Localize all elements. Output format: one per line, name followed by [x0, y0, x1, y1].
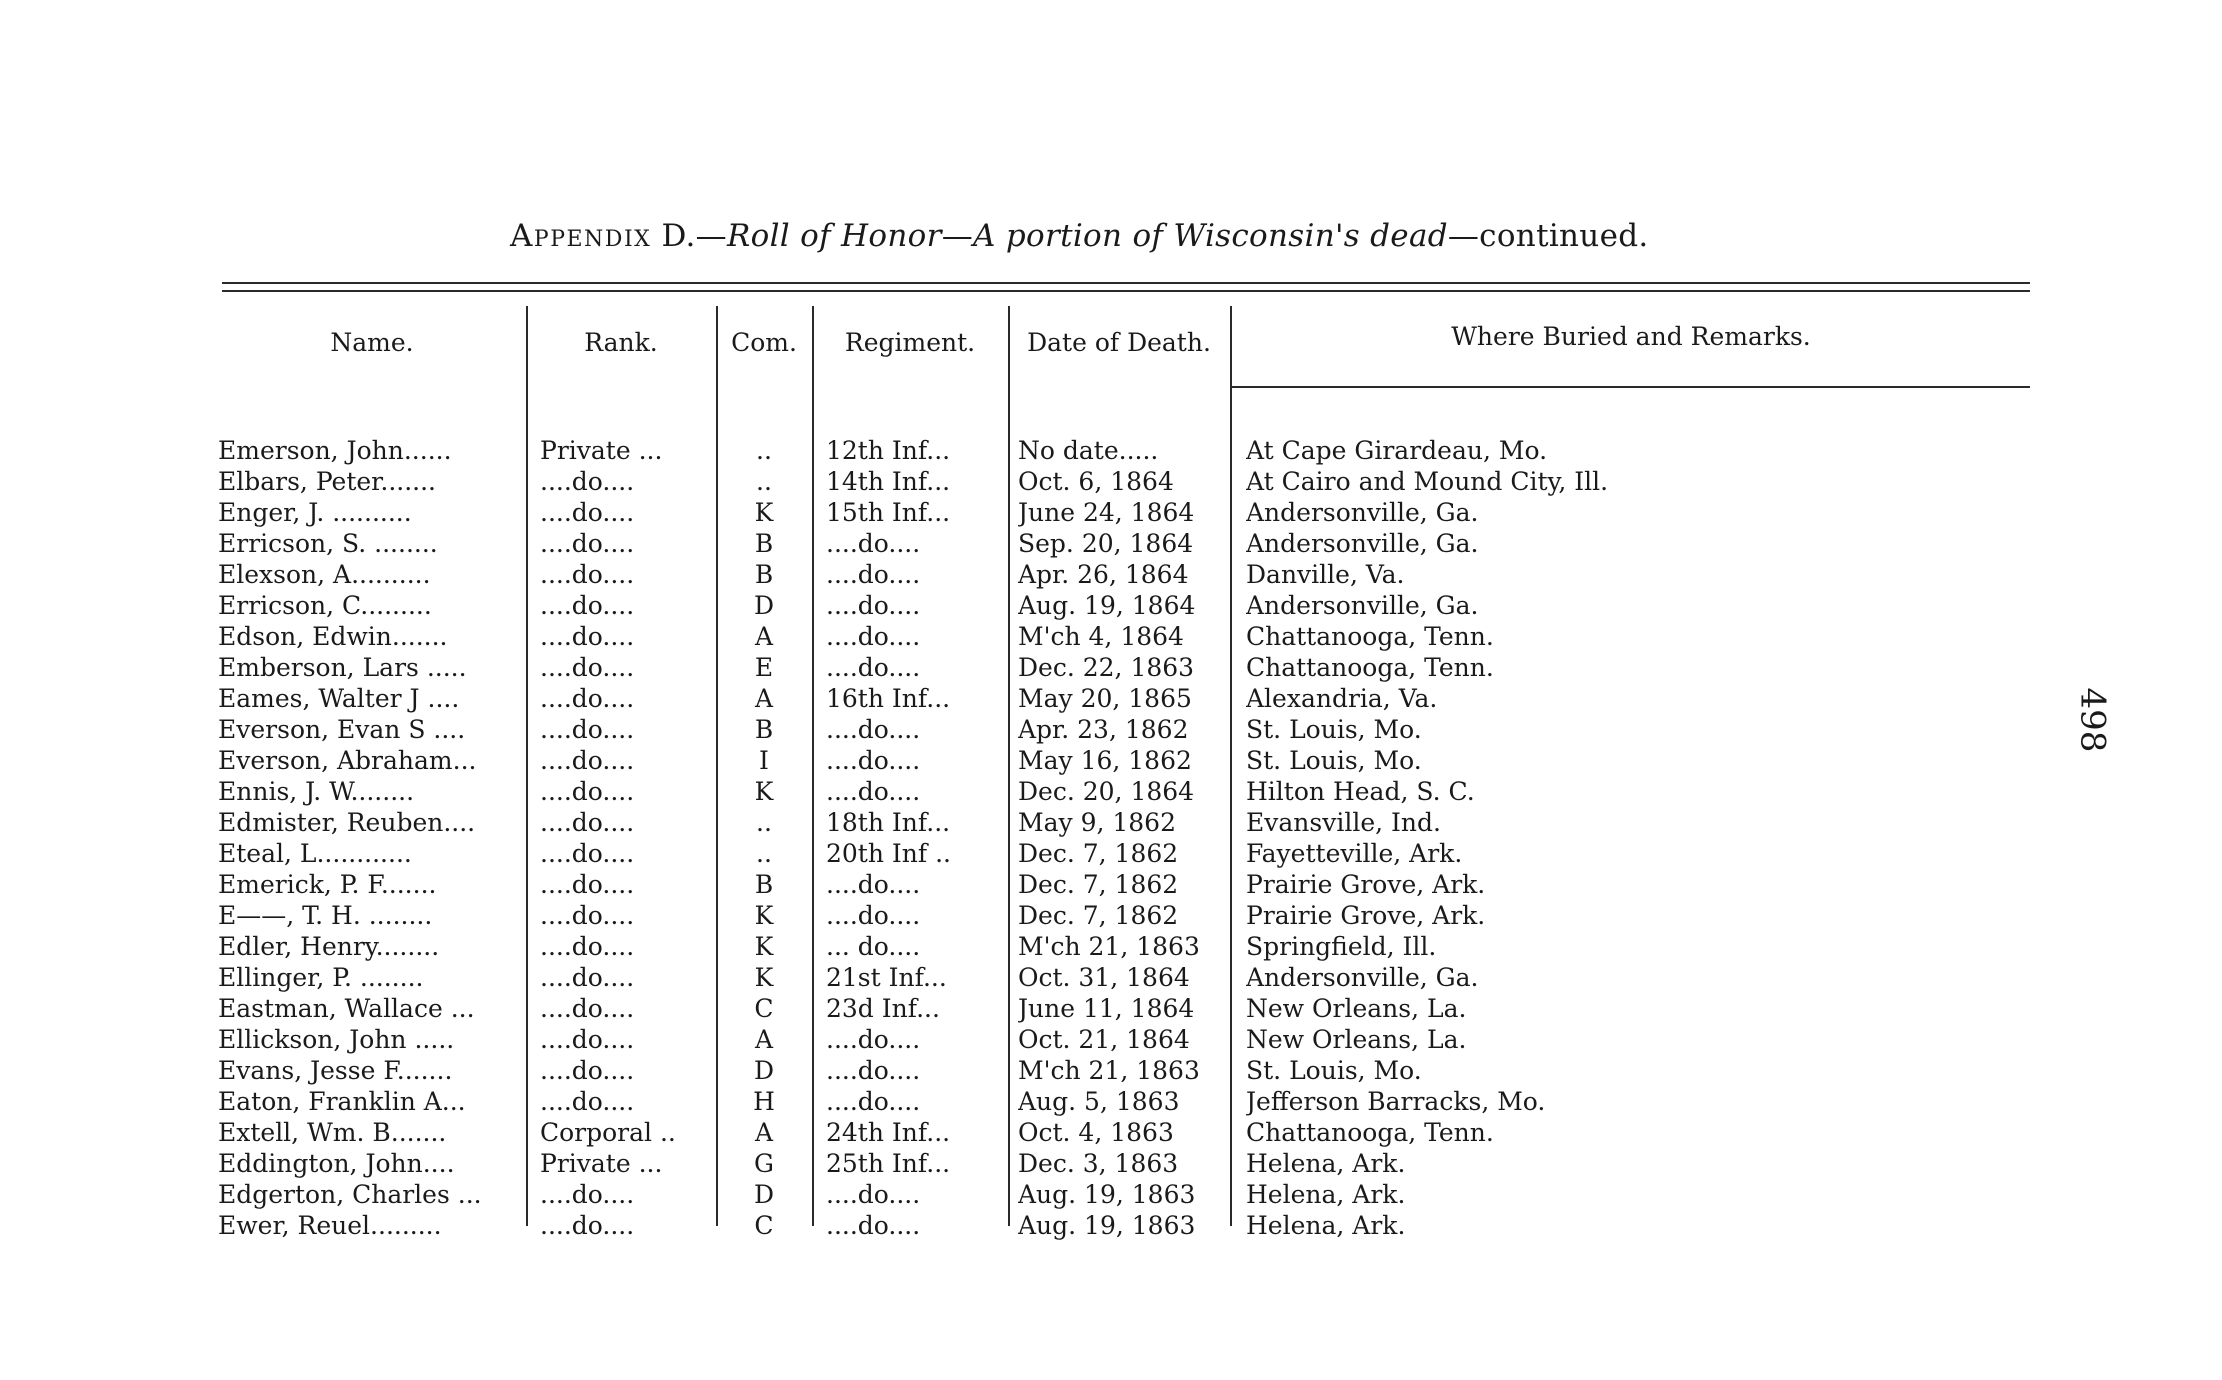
table-row [0, 870, 2222, 901]
cell-regiment: ....do.... [826, 1056, 921, 1085]
cell-com: A [754, 1025, 774, 1054]
cell-date: June 11, 1864 [1018, 994, 1195, 1023]
cell-name: Everson, Evan S .... [218, 715, 466, 744]
table-row [0, 808, 2222, 839]
cell-date: Aug. 19, 1863 [1018, 1180, 1196, 1209]
cell-name: Emerick, P. F....... [218, 870, 437, 899]
cell-where: St. Louis, Mo. [1246, 1056, 1422, 1085]
cell-date: No date..... [1018, 436, 1159, 465]
cell-where: Fayetteville, Ark. [1246, 839, 1463, 868]
cell-rank: ....do.... [540, 684, 635, 713]
cell-com: .. [756, 839, 772, 868]
cell-date: Oct. 31, 1864 [1018, 963, 1190, 992]
cell-date: M'ch 4, 1864 [1018, 622, 1184, 651]
table-row [0, 560, 2222, 591]
cell-where: Chattanooga, Tenn. [1246, 622, 1494, 651]
cell-date: Dec. 20, 1864 [1018, 777, 1195, 806]
cell-date: Oct. 21, 1864 [1018, 1025, 1190, 1054]
cell-where: Prairie Grove, Ark. [1246, 870, 1486, 899]
table-row [0, 1087, 2222, 1118]
cell-date: Dec. 7, 1862 [1018, 839, 1179, 868]
page-title [510, 218, 1810, 254]
cell-com: C [754, 1211, 774, 1240]
page-number: 498 [2072, 687, 2113, 753]
cell-com: K [754, 901, 774, 930]
cell-com: D [753, 1180, 775, 1209]
cell-date: May 20, 1865 [1018, 684, 1192, 713]
table-row [0, 467, 2222, 498]
table-row [0, 777, 2222, 808]
cell-regiment: 21st Inf... [826, 963, 947, 992]
cell-date: Apr. 26, 1864 [1018, 560, 1189, 589]
cell-date: Dec. 22, 1863 [1018, 653, 1195, 682]
cell-rank: ....do.... [540, 653, 635, 682]
table-row [0, 1180, 2222, 1211]
header-date: Date of Death. [1027, 328, 1211, 357]
cell-date: Oct. 6, 1864 [1018, 467, 1174, 496]
cell-date: Oct. 4, 1863 [1018, 1118, 1174, 1147]
title-continued: —continued. [1447, 218, 1649, 254]
cell-rank: ....do.... [540, 839, 635, 868]
title-letter: D.— [651, 218, 727, 254]
cell-where: Chattanooga, Tenn. [1246, 1118, 1494, 1147]
cell-name: Ellinger, P. ........ [218, 963, 424, 992]
cell-com: .. [756, 467, 772, 496]
cell-name: Eteal, L............ [218, 839, 412, 868]
cell-name: Everson, Abraham... [218, 746, 477, 775]
cell-date: May 16, 1862 [1018, 746, 1192, 775]
cell-regiment: ....do.... [826, 1025, 921, 1054]
cell-rank: ....do.... [540, 1056, 635, 1085]
cell-date: M'ch 21, 1863 [1018, 932, 1200, 961]
cell-com: K [754, 777, 774, 806]
cell-regiment: 16th Inf... [826, 684, 951, 713]
cell-com: B [754, 870, 774, 899]
top-rule-1 [222, 282, 2030, 284]
cell-com: A [754, 622, 774, 651]
cell-rank: Corporal .. [540, 1118, 676, 1147]
cell-rank: ....do.... [540, 870, 635, 899]
cell-regiment: ....do.... [826, 870, 921, 899]
cell-rank: ....do.... [540, 963, 635, 992]
cell-name: Emerson, John...... [218, 436, 452, 465]
cell-name: Eastman, Wallace ... [218, 994, 475, 1023]
cell-where: Andersonville, Ga. [1246, 529, 1479, 558]
cell-name: Edgerton, Charles ... [218, 1180, 482, 1209]
table-row [0, 684, 2222, 715]
table-row [0, 932, 2222, 963]
cell-where: Evansville, Ind. [1246, 808, 1441, 837]
cell-regiment: 12th Inf... [826, 436, 951, 465]
cell-rank: Private ... [540, 1149, 663, 1178]
title-appendix: Appendix [510, 218, 652, 254]
cell-name: Ennis, J. W........ [218, 777, 415, 806]
header-rule [1232, 386, 2030, 388]
cell-date: Dec. 7, 1862 [1018, 901, 1179, 930]
cell-rank: ....do.... [540, 715, 635, 744]
cell-where: Jefferson Barracks, Mo. [1246, 1087, 1546, 1116]
title-space [1163, 218, 1173, 254]
cell-where: Alexandria, Va. [1246, 684, 1438, 713]
table-row [0, 963, 2222, 994]
cell-regiment: 14th Inf... [826, 467, 951, 496]
cell-where: Andersonville, Ga. [1246, 963, 1479, 992]
cell-rank: ....do.... [540, 901, 635, 930]
cell-where: Springfield, Ill. [1246, 932, 1437, 961]
cell-where: New Orleans, La. [1246, 1025, 1467, 1054]
cell-where: Hilton Head, S. C. [1246, 777, 1475, 806]
cell-name: Elbars, Peter....... [218, 467, 436, 496]
cell-name: E——, T. H. ........ [218, 901, 433, 930]
cell-where: At Cape Girardeau, Mo. [1246, 436, 1548, 465]
header-com: Com. [731, 328, 797, 357]
cell-com: .. [756, 808, 772, 837]
cell-name: Evans, Jesse F....... [218, 1056, 453, 1085]
cell-where: Prairie Grove, Ark. [1246, 901, 1486, 930]
title-dash: — [941, 218, 974, 254]
cell-regiment: 24th Inf... [826, 1118, 951, 1147]
cell-name: Edson, Edwin....... [218, 622, 448, 651]
cell-where: St. Louis, Mo. [1246, 715, 1422, 744]
table-row [0, 1025, 2222, 1056]
cell-com: E [754, 653, 774, 682]
cell-regiment: ....do.... [826, 653, 921, 682]
cell-rank: ....do.... [540, 1087, 635, 1116]
cell-regiment: 23d Inf... [826, 994, 940, 1023]
cell-name: Eames, Walter J .... [218, 684, 460, 713]
header-name: Name. [330, 328, 414, 357]
table-row [0, 994, 2222, 1025]
cell-date: Dec. 7, 1862 [1018, 870, 1179, 899]
table-row [0, 1056, 2222, 1087]
cell-com: A [754, 1118, 774, 1147]
cell-rank: ....do.... [540, 498, 635, 527]
cell-rank: ....do.... [540, 932, 635, 961]
cell-regiment: ....do.... [826, 777, 921, 806]
cell-rank: ....do.... [540, 777, 635, 806]
cell-com: H [753, 1087, 775, 1116]
cell-name: Eddington, John.... [218, 1149, 455, 1178]
table-row [0, 529, 2222, 560]
cell-regiment: ....do.... [826, 1180, 921, 1209]
cell-com: D [753, 591, 775, 620]
cell-com: K [754, 963, 774, 992]
table-row [0, 1211, 2222, 1242]
table-row [0, 591, 2222, 622]
cell-date: Dec. 3, 1863 [1018, 1149, 1179, 1178]
cell-regiment: ....do.... [826, 529, 921, 558]
cell-name: Erricson, S. ........ [218, 529, 438, 558]
cell-name: Ewer, Reuel......... [218, 1211, 442, 1240]
cell-com: C [754, 994, 774, 1023]
cell-rank: Private ... [540, 436, 663, 465]
cell-regiment: ....do.... [826, 1211, 921, 1240]
table-row [0, 436, 2222, 467]
cell-regiment: 25th Inf... [826, 1149, 951, 1178]
title-roll: Roll of Honor [726, 218, 942, 254]
cell-date: June 24, 1864 [1018, 498, 1195, 527]
cell-regiment: 20th Inf .. [826, 839, 951, 868]
cell-name: Erricson, C......... [218, 591, 432, 620]
table-row [0, 498, 2222, 529]
title-portion: A portion of [973, 218, 1164, 254]
cell-rank: ....do.... [540, 560, 635, 589]
cell-rank: ....do.... [540, 1180, 635, 1209]
cell-regiment: 15th Inf... [826, 498, 951, 527]
table-row [0, 839, 2222, 870]
roll-table-body [0, 436, 2222, 1242]
cell-com: B [754, 529, 774, 558]
cell-com: D [753, 1056, 775, 1085]
cell-name: Enger, J. .......... [218, 498, 412, 527]
cell-com: K [754, 498, 774, 527]
table-row [0, 901, 2222, 932]
cell-rank: ....do.... [540, 1211, 635, 1240]
cell-com: B [754, 560, 774, 589]
cell-where: New Orleans, La. [1246, 994, 1467, 1023]
cell-rank: ....do.... [540, 808, 635, 837]
header-regiment: Regiment. [844, 328, 976, 357]
table-row [0, 653, 2222, 684]
cell-where: Danville, Va. [1246, 560, 1405, 589]
cell-where: Helena, Ark. [1246, 1149, 1406, 1178]
header-rank: Rank. [584, 328, 658, 357]
table-row [0, 715, 2222, 746]
cell-date: M'ch 21, 1863 [1018, 1056, 1200, 1085]
cell-com: I [759, 746, 769, 775]
table-row [0, 1118, 2222, 1149]
cell-where: Chattanooga, Tenn. [1246, 653, 1494, 682]
cell-name: Emberson, Lars ..... [218, 653, 467, 682]
cell-name: Edmister, Reuben.... [218, 808, 476, 837]
cell-date: Apr. 23, 1862 [1018, 715, 1189, 744]
table-row [0, 1149, 2222, 1180]
cell-regiment: ....do.... [826, 622, 921, 651]
cell-rank: ....do.... [540, 746, 635, 775]
top-rule-2 [222, 290, 2030, 292]
cell-rank: ....do.... [540, 994, 635, 1023]
cell-regiment: ....do.... [826, 901, 921, 930]
cell-name: Eaton, Franklin A... [218, 1087, 466, 1116]
cell-where: Helena, Ark. [1246, 1180, 1406, 1209]
cell-date: Sep. 20, 1864 [1018, 529, 1194, 558]
cell-where: Andersonville, Ga. [1246, 498, 1479, 527]
cell-com: G [754, 1149, 774, 1178]
cell-rank: ....do.... [540, 1025, 635, 1054]
cell-rank: ....do.... [540, 622, 635, 651]
cell-name: Edler, Henry........ [218, 932, 440, 961]
table-row [0, 622, 2222, 653]
header-where: Where Buried and Remarks. [1451, 322, 1811, 351]
cell-rank: ....do.... [540, 591, 635, 620]
cell-where: Andersonville, Ga. [1246, 591, 1479, 620]
cell-regiment: ....do.... [826, 1087, 921, 1116]
cell-name: Extell, Wm. B....... [218, 1118, 447, 1147]
cell-date: Aug. 19, 1863 [1018, 1211, 1196, 1240]
cell-name: Elexson, A.......... [218, 560, 431, 589]
title-wisconsin: Wisconsin's dead [1173, 218, 1448, 254]
cell-date: Aug. 19, 1864 [1018, 591, 1196, 620]
cell-com: B [754, 715, 774, 744]
cell-regiment: ....do.... [826, 715, 921, 744]
cell-where: Helena, Ark. [1246, 1211, 1406, 1240]
cell-regiment: ....do.... [826, 591, 921, 620]
cell-com: A [754, 684, 774, 713]
cell-regiment: 18th Inf... [826, 808, 951, 837]
table-row [0, 746, 2222, 777]
cell-rank: ....do.... [540, 529, 635, 558]
cell-name: Ellickson, John ..... [218, 1025, 455, 1054]
cell-where: At Cairo and Mound City, Ill. [1246, 467, 1609, 496]
cell-rank: ....do.... [540, 467, 635, 496]
cell-com: K [754, 932, 774, 961]
cell-date: May 9, 1862 [1018, 808, 1176, 837]
cell-regiment: ....do.... [826, 560, 921, 589]
cell-where: St. Louis, Mo. [1246, 746, 1422, 775]
cell-com: .. [756, 436, 772, 465]
cell-regiment: ... do.... [826, 932, 921, 961]
cell-regiment: ....do.... [826, 746, 921, 775]
cell-date: Aug. 5, 1863 [1018, 1087, 1180, 1116]
